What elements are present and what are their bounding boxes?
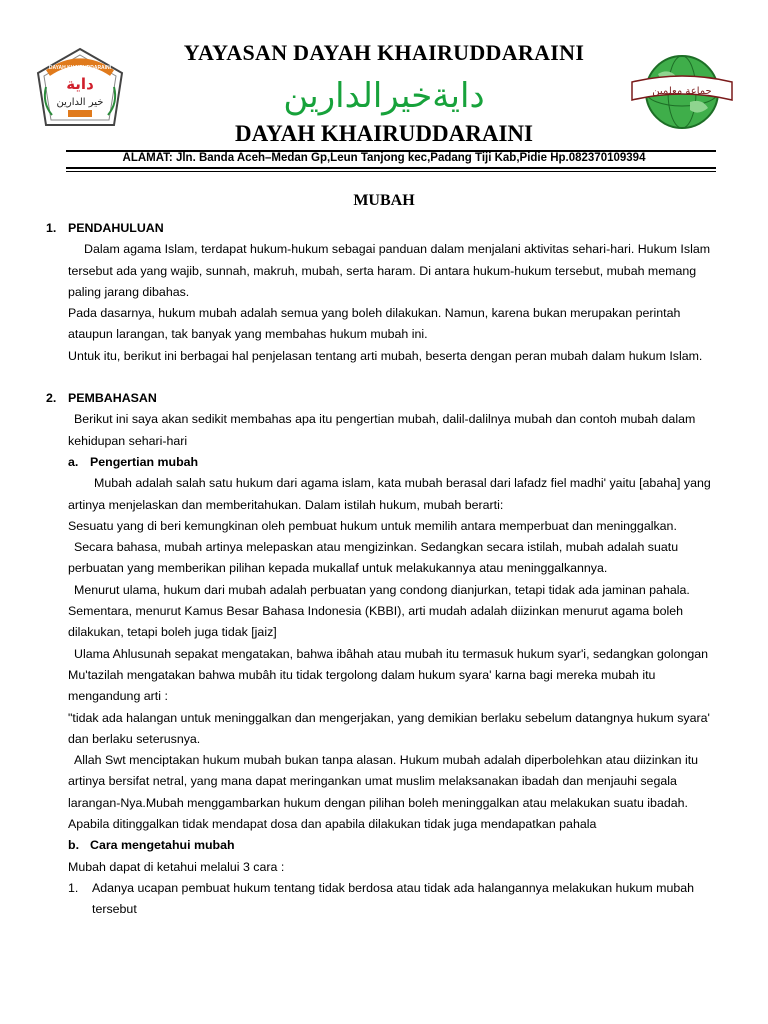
subsection-letter: b. [68,838,80,853]
subsection-title: Cara mengetahui mubah [90,838,235,853]
logo-left-arabic: داية [66,75,94,93]
paragraph: Mubah adalah salah satu hukum dari agama islam, kata mubah berasal dari lafadz fiel madhi' yaitu [abaha] yang artinya menjelaskan dan memberitahukan. Dalam istilah hukum, mubah berarti: [68,476,711,512]
section-number: 2. [46,391,57,406]
address-line: ALAMAT: Jln. Banda Aceh–Medan Gp,Leun Tanjong kec,Padang Tiji Kab,Pidie Hp.082370109394 [122,152,646,164]
section-heading [46,218,726,239]
organization-name: YAYASAN DAYAH KHAIRUDDARAINI [183,40,585,65]
header-divider-bottom [66,167,716,169]
paragraph: Ulama Ahlusunah sepakat mengatakan, bahwa ibâhah atau mubah itu termasuk hukum syar'i, sedangkan golongan Mu'tazilah mengatakan bahwa mubâh itu tidak tergolong dalam hukum syara' karna bagi mereka mubah itu mengandung arti : [68,646,709,704]
paragraph: Dalam agama Islam, terdapat hukum-hukum sebagai panduan dalam menjalani aktivitas sehari-hari. Hukum Islam tersebut ada yang wajib, sunnah, makruh, mubah, serta haram. Di antara hukum-hukum tersebut, mubah memang paling jarang dibahas. [68,242,711,299]
subsection-heading [68,835,726,856]
list-item [46,878,726,921]
subsection-heading [68,452,726,473]
paragraph: Sesuatu yang di beri kemungkinan oleh pembuat hukum untuk memilih antara memperbuat dan meninggalkan. [68,518,677,533]
paragraph: Untuk itu, berikut ini berbagai hal penjelasan tentang arti mubah, beserta dengan peran mubah dalam hukum Islam. [68,348,703,363]
section-heading [46,388,726,409]
logo-right-arabic: جماعة معلمين [652,86,712,97]
document-title: MUBAH [353,192,415,209]
paragraph: Mubah dapat di ketahui melalui 3 cara : [68,859,285,874]
logo-left-top-text: DAYAH KHAIRUDDARAINI [48,65,112,71]
section-number: 1. [46,221,57,235]
header-divider-bottom-thin [66,171,716,172]
section-title: PENDAHULUAN [68,221,164,235]
section-title: PEMBAHASAN [68,391,157,406]
logo-left-arabic2: خير الدارين [56,97,104,108]
paragraph: Pada dasarnya, hukum mubah adalah semua yang boleh dilakukan. Namun, karena bukan merupakan perintah ataupun larangan, tak banyak yang membahas hukum mubah ini. [68,306,681,342]
subsection-letter: a. [68,454,79,469]
subsection-title: Pengertian mubah [90,454,199,469]
school-name: DAYAH KHAIRUDDARAINI [235,121,533,146]
paragraph: Menurut ulama, hukum dari mubah adalah perbuatan yang condong dianjurkan, tetapi tidak ada jaminan pahala. Sementara, menurut Kamus Besar Bahasa Indonesia (KBBI), arti mudah adalah diizinkan menurut agama boleh dilakukan, tetapi boleh juga tidak [jaiz] [68,582,690,640]
paragraph: Secara bahasa, mubah artinya melepaskan atau mengizinkan. Sedangkan secara istilah, mubah adalah suatu perbuatan yang memberikan pilihan kepada mukallaf untuk melakukannya atau meninggalkannya. [68,540,679,576]
list-item-number: 1. [68,880,79,895]
list-item-text: Adanya ucapan pembuat hukum tentang tidak berdosa atau tidak ada halangannya melakukan hukum mubah tersebut [92,880,695,917]
paragraph: Berikut ini saya akan sedikit membahas apa itu pengertian mubah, dalil-dalilnya mubah dan contoh mubah dalam kehidupan sehari-hari [68,412,696,448]
document-content [46,218,726,921]
paragraph: Allah Swt menciptakan hukum mubah bukan tanpa alasan. Hukum mubah adalah diperbolehkan atau diizinkan itu artinya bersifat netral, yang mana dapat meringankan umat muslim melaksanakan ibadah dan menjauhi segala larangan-Nya.Mubah menggambarkan hukum dengan pilihan boleh meninggalkan atau melakukan suatu ibadah. Apabila ditinggalkan tidak mendapat dosa dan apabila dilakukan tidak juga mendapatkan pahala [68,753,699,832]
arabic-title: دايةخيرالدارين [283,76,485,116]
paragraph: "tidak ada halangan untuk meninggalkan dan mengerjakan, yang demikian berlaku sebelum datangnya hukum syara' dan berlaku seterusnya. [68,710,710,746]
